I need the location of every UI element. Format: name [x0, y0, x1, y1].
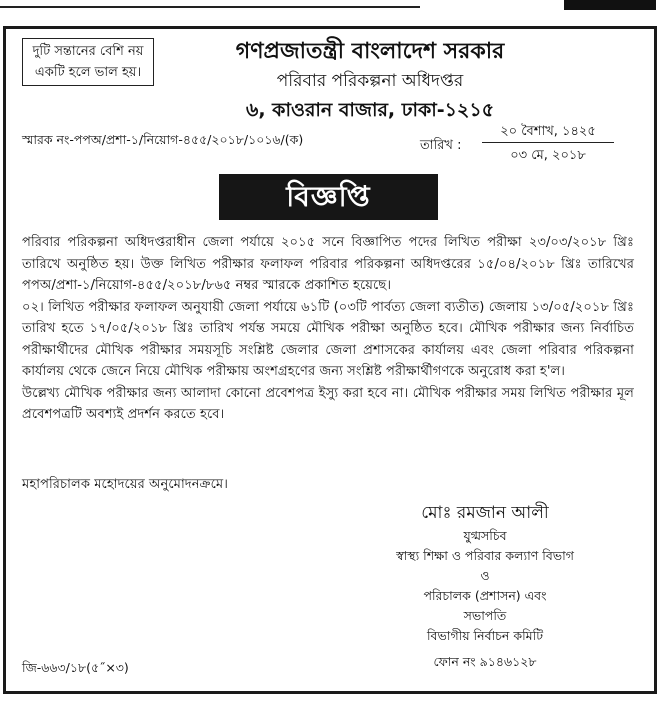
department-title: পরিবার পরিকল্পনা অধিদপ্তর [276, 71, 464, 91]
signatory-title-6: বিভাগীয় নির্বাচন কমিটি [426, 628, 544, 643]
notice-body [22, 232, 634, 426]
date-divider [482, 142, 614, 143]
publication-reference: জি-৬৬৩/১৮(৫˝×৩) [22, 660, 129, 675]
signatory-phone: ফোন নং ৯১৪৬১২৮ [433, 654, 537, 669]
date-bangla: ২০ বৈশাখ, ১৪২৫ [500, 124, 596, 139]
signatory-title-1: যুগ্মসচিব [463, 528, 507, 543]
memo-number: স্মারক নং-পপঅ/প্রশা-১/নিয়োগ-৪৫৫/২০১৮/১০১৬/(ক) [22, 132, 304, 147]
approval-note: মহাপরিচালক মহোদয়ের অনুমোদনক্রমে। [22, 477, 228, 492]
signatory-title-4: পরিচালক (প্রশাসন) এবং [423, 588, 547, 603]
signatory-title-3: ও [480, 568, 490, 583]
signatory-name: মোঃ রমজান আলী [421, 503, 549, 523]
top-rule [0, 0, 420, 8]
motto-line-2: একটি হলে ভাল হয়। [34, 65, 142, 80]
office-address: ৬, কাওরান বাজার, ঢাকা-১২১৫ [245, 99, 495, 121]
signatory-title-5: সভাপতি [463, 608, 507, 623]
signatory-title-2: স্বাস্থ্য শিক্ষা ও পরিবার কল্যাণ বিভাগ [396, 548, 574, 563]
family-planning-motto [22, 38, 154, 86]
government-title: গণপ্রজাতন্ত্রী বাংলাদেশ সরকার [235, 39, 505, 64]
date-english: ০৩ মে, ২০১৮ [510, 148, 586, 163]
date-label: তারিখ : [420, 138, 462, 153]
body-paragraph-3: উল্লেখ্য মৌখিক পরীক্ষার জন্য আলাদা কোনো প্রবেশপত্র ইস্যু করা হবে না। মৌখিক পরীক্ষার সময় লিখিত পরীক্ষার মূল প্রবেশপত্রটি অবশ্যই প্রদর্শন করতে হবে। [22, 385, 634, 422]
motto-line-1: দুটি সন্তানের বেশি নয় [32, 44, 144, 59]
body-paragraph-1: পরিবার পরিকল্পনা অধিদপ্তরাধীন জেলা পর্যায়ে ২০১৫ সনে বিজ্ঞাপিত পদের লিখিত পরীক্ষা ২৩/০৩/২০১৮ খ্রিঃ তারিখে অনুষ্ঠিত হয়। উক্ত লিখিত পরীক্ষার ফলাফল পরিবার পরিকল্পনা অধিদপ্তরের ১৫/০৪/২০১৮ খ্রিঃ তারিখের পপঅ/প্রশা-১/নিয়োগ-৪৫৫/২০১৮/৮৬৫ নম্বর স্মারকে প্রকাশিত হয়েছে। [22, 235, 634, 293]
body-paragraph-2: ০২। লিখিত পরীক্ষার ফলাফল অনুযায়ী জেলা পর্যায়ে ৬১টি (০৩টি পার্বত্য জেলা ব্যতীত) জেলায় ১৩/০৫/২০১৮ খ্রিঃ তারিখ হতে ১৭/০৫/২০১৮ খ্রিঃ তারিখ পর্যন্ত সময়ে মৌখিক পরীক্ষা অনুষ্ঠিত হবে। মৌখিক পরীক্ষার জন্য নির্বাচিত পরীক্ষার্থীদের মৌখিক পরীক্ষার সময়সূচি সংশ্লিষ্ট জেলার জেলা প্রশাসকের কার্যালয় এবং জেলা পরিবার পরিকল্পনা কার্যালয় থেকে জেনে নিয়ে মৌখিক পরীক্ষায় অংশগ্রহণের জন্য সংশ্লিষ্ট পরীক্ষার্থীগণকে অনুরোধ করা হ'ল। [22, 299, 634, 379]
notice-banner: বিজ্ঞপ্তি [219, 174, 438, 220]
top-black-bar [564, 0, 656, 10]
